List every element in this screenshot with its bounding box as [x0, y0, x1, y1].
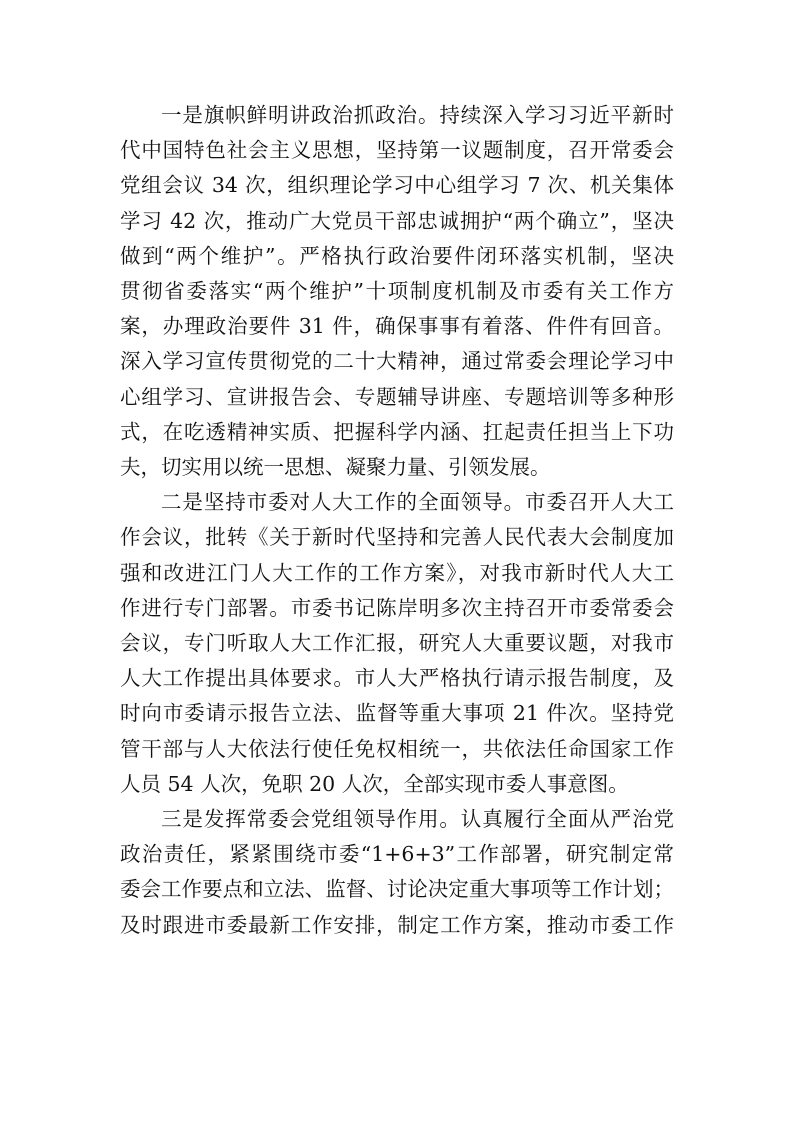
text-line: 深入学习宣传贯彻党的二十大精神，通过常委会理论学习中: [120, 349, 674, 374]
text-line: 二是坚持市委对人大工作的全面领导。市委召开人大工: [161, 490, 674, 515]
text-line: 人大工作提出具体要求。市人大严格执行请示报告制度，及: [120, 666, 674, 691]
text-line: 心组学习、宣讲报告会、专题辅导讲座、专题培训等多种形: [120, 384, 674, 409]
text-line: 夫，切实用以统一思想、凝聚力量、引领发展。: [120, 455, 551, 480]
text-line: 时向市委请示报告立法、监督等重大事项 21 件次。坚持党: [120, 701, 674, 726]
text-line: 政治责任，紧紧围绕市委“1+6+3”工作部署，研究制定常: [120, 842, 674, 867]
text-line: 作会议，批转《关于新时代坚持和完善人民代表大会制度加: [120, 525, 674, 550]
text-line: 作进行专门部署。市委书记陈岸明多次主持召开市委常委会: [120, 595, 674, 620]
text-line: 委会工作要点和立法、监督、讨论决定重大事项等工作计划；: [120, 877, 674, 902]
text-line: 代中国特色社会主义思想，坚持第一议题制度，召开常委会: [120, 138, 674, 163]
paragraph-party-group-role: [120, 802, 674, 943]
text-line: 人员 54 人次，免职 20 人次，全部实现市委人事意图。: [120, 771, 629, 796]
paragraph-committee-leadership: [120, 485, 674, 802]
text-line: 式，在吃透精神实质、把握科学内涵、扛起责任担当上下功: [120, 419, 674, 444]
text-line: 贯彻省委落实“两个维护”十项制度机制及市委有关工作方: [120, 279, 674, 304]
text-line: 做到“两个维护”。严格执行政治要件闭环落实机制，坚决: [120, 243, 674, 268]
text-line: 管干部与人大依法行使任免权相统一，共依法任命国家工作: [120, 736, 674, 761]
text-line: 及时跟进市委最新工作安排，制定工作方案，推动市委工作: [120, 912, 674, 937]
text-line: 一是旗帜鲜明讲政治抓政治。持续深入学习习近平新时: [161, 103, 674, 127]
text-line: 三是发挥常委会党组领导作用。认真履行全面从严治党: [161, 807, 674, 832]
text-line: 案，办理政治要件 31 件，确保事事有着落、件件有回音。: [120, 314, 674, 339]
text-line: 党组会议 34 次，组织理论学习中心组学习 7 次、机关集体: [120, 173, 674, 198]
text-line: 强和改进江门人大工作的工作方案》，对我市新时代人大工: [120, 560, 674, 585]
text-line: 学习 42 次，推动广大党员干部忠诚拥护“两个确立”，坚决: [120, 208, 674, 233]
text-line: 会议，专门听取人大工作汇报，研究人大重要议题，对我市: [120, 631, 674, 656]
paragraph-political-leadership: [120, 98, 674, 485]
document-body: [120, 98, 674, 943]
